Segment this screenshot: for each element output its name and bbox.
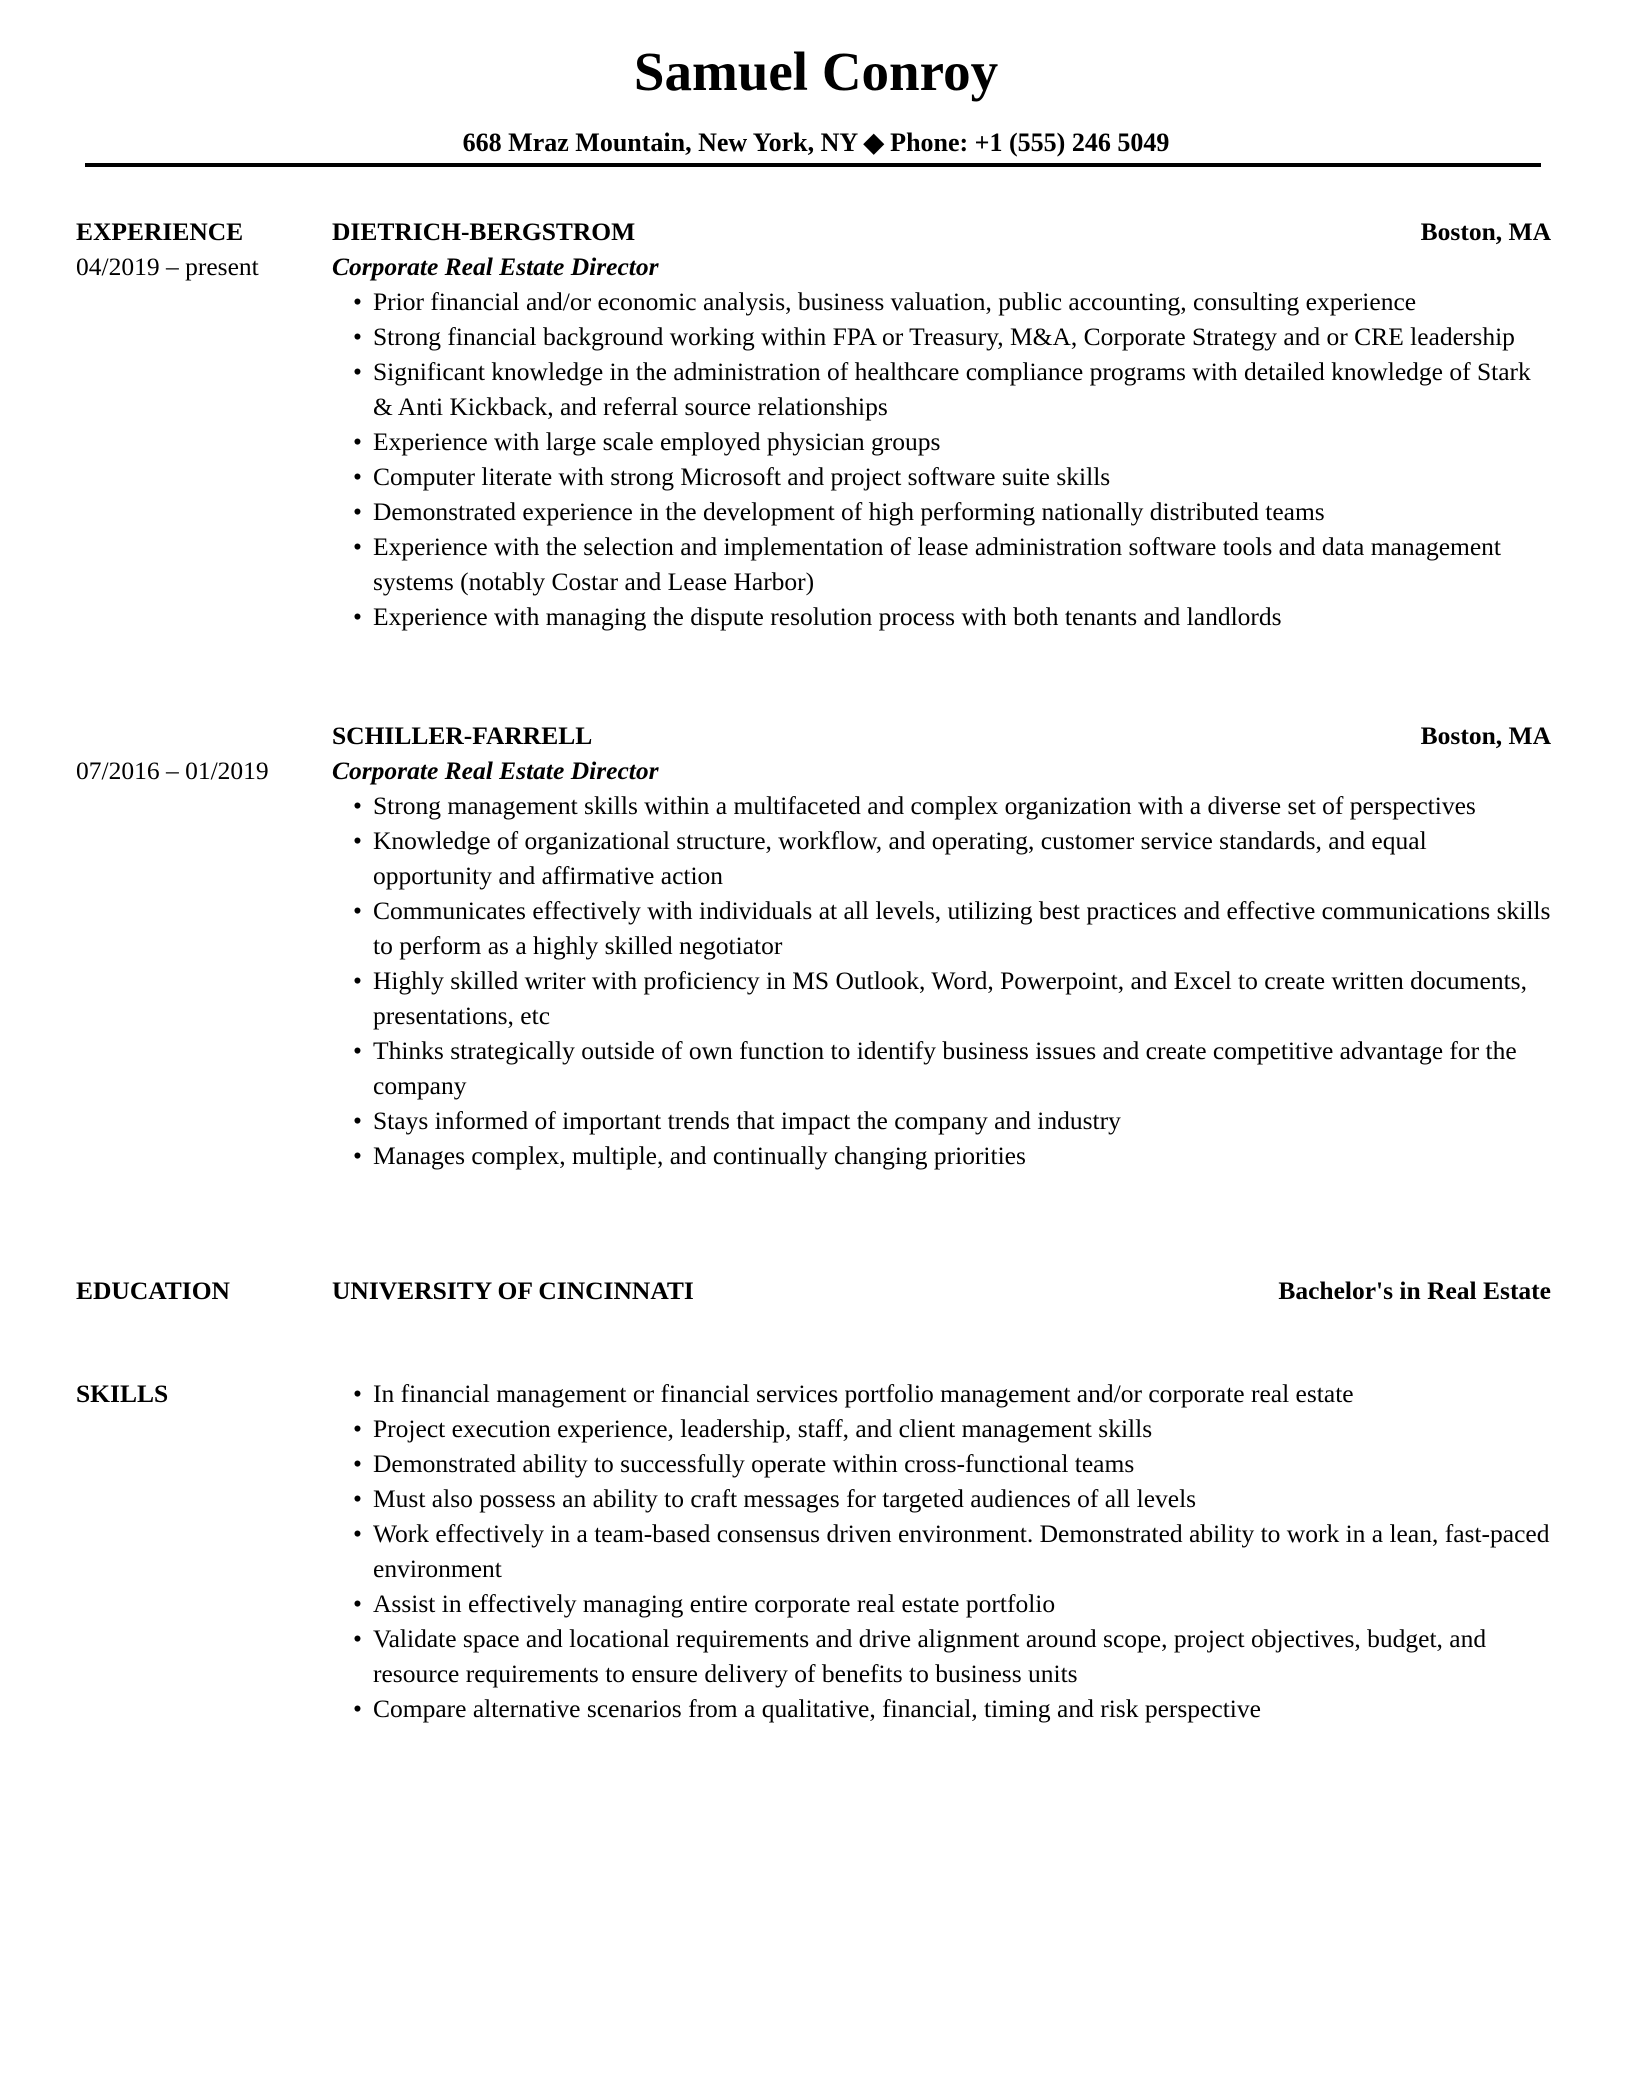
list-item: • Strong management skills within a multifaceted and complex organization with a diverse set of perspectives: [373, 788, 1551, 823]
job-title: Corporate Real Estate Director: [332, 756, 659, 785]
skills-list: [332, 1376, 1551, 1726]
list-item: • Project execution experience, leadership, staff, and client management skills: [373, 1411, 1551, 1446]
job-date: 07/2016 – 01/2019: [76, 756, 269, 785]
job-date: 04/2019 – present: [76, 252, 259, 281]
section-label-education: EDUCATION: [76, 1276, 230, 1305]
school-name: UNIVERSITY OF CINCINNATI: [332, 1276, 694, 1305]
list-item: • Computer literate with strong Microsoft and project software suite skills: [373, 459, 1551, 494]
list-item: • Stays informed of important trends that impact the company and industry: [373, 1103, 1551, 1138]
skills-section: [76, 1376, 1551, 1726]
list-item: • Experience with the selection and implementation of lease administration software tools and data management systems (notably Costar and Lease Harbor): [373, 529, 1551, 599]
list-item: • Compare alternative scenarios from a qualitative, financial, timing and risk perspective: [373, 1691, 1551, 1726]
list-item: • Manages complex, multiple, and continually changing priorities: [373, 1138, 1551, 1173]
company-name: DIETRICH-BERGSTROM: [332, 217, 636, 246]
list-item: • Must also possess an ability to craft messages for targeted audiences of all levels: [373, 1481, 1551, 1516]
section-label-experience: EXPERIENCE: [76, 217, 244, 246]
section-label-skills: SKILLS: [76, 1379, 169, 1408]
list-item: • Validate space and locational requirements and drive alignment around scope, project objectives, budget, and resource requirements to ensure delivery of benefits to business units: [373, 1621, 1551, 1691]
job-bullets: [332, 788, 1551, 1173]
job-location: Boston, MA: [1420, 217, 1551, 246]
list-item: • Experience with large scale employed physician groups: [373, 424, 1551, 459]
degree: Bachelor's in Real Estate: [1278, 1276, 1551, 1305]
header-divider: [85, 163, 1541, 167]
candidate-name: Samuel Conroy: [633, 41, 999, 102]
list-item: • Significant knowledge in the administration of healthcare compliance programs with detailed knowledge of Stark & Anti Kickback, and referral source relationships: [373, 354, 1551, 424]
experience-section: [76, 214, 1551, 634]
list-item: • Thinks strategically outside of own function to identify business issues and create competitive advantage for the company: [373, 1033, 1551, 1103]
education-section: [76, 1273, 1551, 1308]
list-item: • Highly skilled writer with proficiency in MS Outlook, Word, Powerpoint, and Excel to create written documents, presentations, etc: [373, 963, 1551, 1033]
company-name: SCHILLER-FARRELL: [332, 721, 593, 750]
list-item: • Demonstrated ability to successfully operate within cross-functional teams: [373, 1446, 1551, 1481]
contact-info: 668 Mraz Mountain, New York, NY ◆ Phone: +1 (555) 246 5049: [462, 128, 1170, 157]
list-item: • Knowledge of organizational structure, workflow, and operating, customer service standards, and equal opportunity and affirmative action: [373, 823, 1551, 893]
job-bullets: [332, 284, 1551, 634]
job-location: Boston, MA: [1420, 721, 1551, 750]
list-item: • Prior financial and/or economic analysis, business valuation, public accounting, consulting experience: [373, 284, 1551, 319]
list-item: • Strong financial background working within FPA or Treasury, M&A, Corporate Strategy and or CRE leadership: [373, 319, 1551, 354]
experience-job-2: [76, 718, 1551, 1173]
list-item: • Assist in effectively managing entire corporate real estate portfolio: [373, 1586, 1551, 1621]
list-item: • Demonstrated experience in the development of high performing nationally distributed teams: [373, 494, 1551, 529]
list-item: • Work effectively in a team-based consensus driven environment. Demonstrated ability to work in a lean, fast-paced environment: [373, 1516, 1551, 1586]
list-item: • Experience with managing the dispute resolution process with both tenants and landlords: [373, 599, 1551, 634]
job-title: Corporate Real Estate Director: [332, 252, 659, 281]
list-item: • Communicates effectively with individuals at all levels, utilizing best practices and effective communications skills to perform as a highly skilled negotiator: [373, 893, 1551, 963]
list-item: • In financial management or financial services portfolio management and/or corporate real estate: [373, 1376, 1551, 1411]
